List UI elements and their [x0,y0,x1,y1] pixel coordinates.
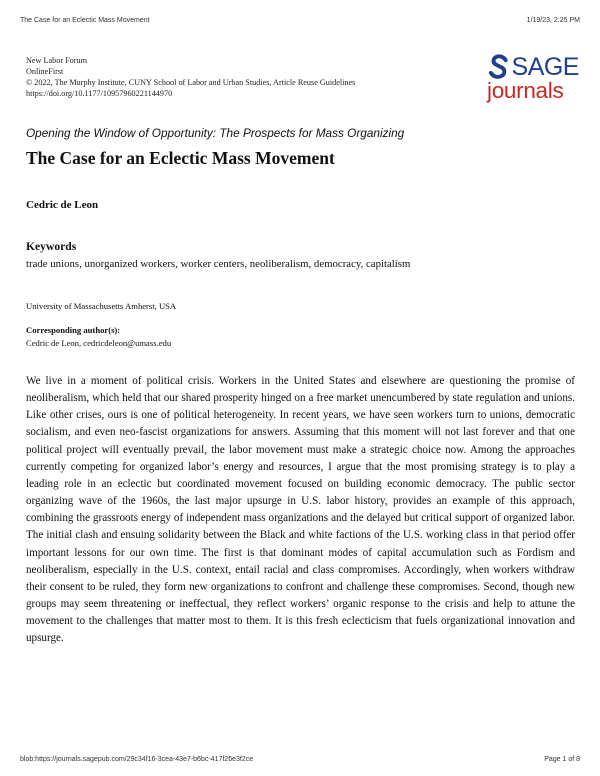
doi-link[interactable]: https://doi.org/10.1177/10957960221144970 [26,89,173,98]
print-footer [20,756,580,763]
keywords-heading: Keywords [26,240,77,253]
logo-sage-text: SAGE [511,53,579,81]
article-author: Cedric de Leon [26,199,99,211]
article-metadata [26,55,406,99]
logo-journals-text: journals [487,78,564,103]
article-abstract: We live in a moment of political crisis. Workers in the United States and elsewhere are questioning the promise of neoliberalism, which held that our shared prosperity hinged on a free market unencumbered by state regulation and unions. Like other crises, ours is one of political heterogeneity. In recent years, we have seen workers turn to unions, democratic socialism, and even neo-fascist organizations for answers. Assuming that this moment will not last forever and that one political project will eventually prevail, the labor movement must make a strategic choice now. Among the approaches currently competing for organized labor’s energy and resources, I argue that the most promising strategy is to play a leading role in an eclectic but coordinated movement focused on building economic democracy. The public sector organizing wave of the 1960s, the last major upsurge in U.S. labor history, provides an example of this approach, combining the grassroots energy of independent mass organizations and the delayed but critical support of organized labor. The initial clash and ensuing solidarity between the Black and white factions of the U.S. working class in that period offer important lessons for our own time. The first is that dominant modes of capital accumulation such as Fordism and neoliberalism, especially in the U.S. context, entail racial and class compromises. Accordingly, when workers withdraw their consent to be ruled, they form new organizations to confront and challenge these compromises. Second, though new groups may seem threatening or ineffectual, they reflect workers’ organic response to the crisis and help to attune the movement to the challenges that matter most to them. It is this fresh eclecticism that fuels organizational innovation and upsurge. [26,375,575,645]
print-datetime: 1/19/23, 2:25 PM [526,17,580,24]
journal-name: New Labor Forum [26,56,87,65]
author-affiliation: University of Massachusetts Amherst, USA [26,301,177,311]
sage-s-mark-icon [487,53,511,81]
keywords-list: trade unions, unorganized workers, worker centers, neoliberalism, democracy, capitalism [26,258,411,270]
print-page-title: The Case for an Eclectic Mass Movement [20,17,150,24]
corresponding-author-label: Corresponding author(s): [26,325,121,335]
publication-status: OnlineFirst [26,67,64,76]
sage-journals-logo [487,53,579,109]
corresponding-author: Cedric de Leon, cedricdeleon@umass.edu [26,338,172,348]
copyright-line: © 2022, The Murphy Institute, CUNY School of Labor and Urban Studies, Article Reuse Guidelines [26,78,356,87]
print-header [20,17,580,24]
print-page-number: Page 1 of 8 [544,756,580,763]
article-title: The Case for an Eclectic Mass Movement [26,148,335,168]
print-url: blob:https://journals.sagepub.com/29c34f16-3cea-43e7-b6bc-417f26e3f2ce [20,756,254,763]
article-series: Opening the Window of Opportunity: The Prospects for Mass Organizing [26,126,405,140]
